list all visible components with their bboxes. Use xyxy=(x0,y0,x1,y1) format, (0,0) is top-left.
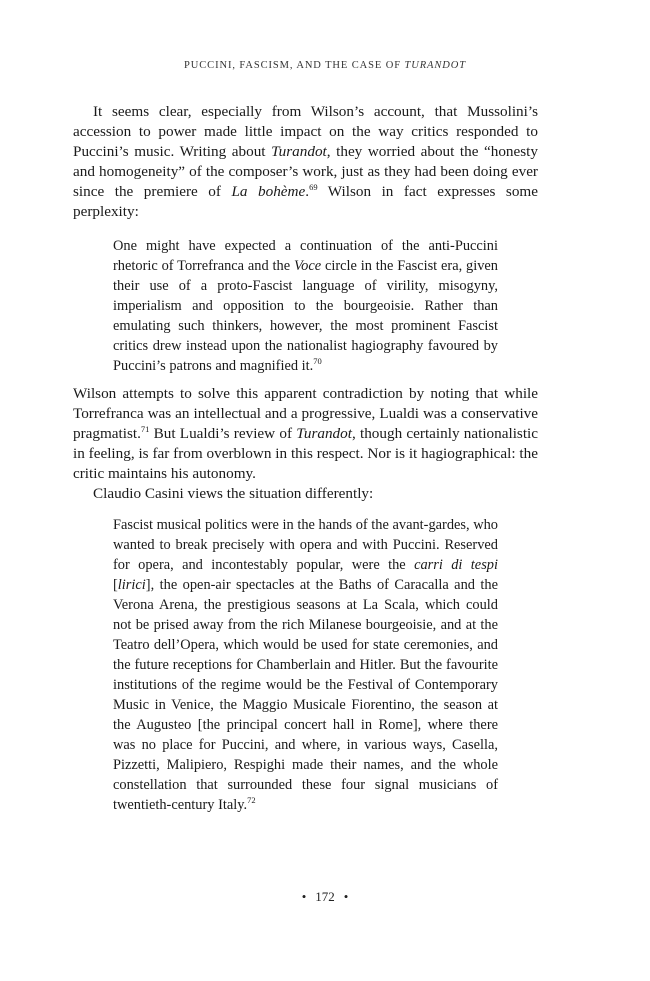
page-number: 172 xyxy=(315,889,335,904)
p1-text-a: It seems clear, especially from Wilson’s account, that Mussolini’s accession to power made little impact on the way critics responded to Puccini’s music. Writing about xyxy=(73,103,538,160)
p2-text-d: , though certainly nationalistic in feeling, is far from overblown in this respect. Nor is it hagiographical: the critic maintains his autonomy. xyxy=(73,425,538,482)
q2-term-carri: carri di tespi xyxy=(414,557,498,573)
p1-title-boheme: La bohème xyxy=(231,183,306,200)
page-footer xyxy=(0,889,650,905)
paragraph-1 xyxy=(73,102,538,222)
running-head-title: TURANDOT xyxy=(404,60,466,71)
folio-bullet-right: • xyxy=(343,889,349,904)
q2-term-lirici: lirici xyxy=(117,577,146,593)
q1-text-a: One might have expected a continuation of the anti-Puccini rhetoric of Torrefranca and the xyxy=(113,238,498,274)
p2-text-b: But Lualdi’s review of xyxy=(149,425,297,442)
p2-title-turandot: Turandot xyxy=(296,425,352,442)
q2-text-a: Fascist musical politics were in the hands of the avant-gardes, who wanted to break precisely with opera and with Puccini. Reserved for opera, and incontestably popular, were the xyxy=(113,517,498,573)
q2-text-e: ], the open-air spectacles at the Baths of Caracalla and the Verona Arena, the prestigious seasons at La Scala, which could not be prised away from the rich Milanese bourgeoisie, and at the Teatro dell’Opera, which would be used for state ceremonies, and the future receptions for Chamberlain and Hitler. But the favourite institutions of the regime would be the Festival of Contemporary Music in Venice, the Maggio Musicale Fiorentino, the season at the Augusteo [the principal concert hall in Rome], where there was no place for Puccini, and where, in various ways, Casella, Pizzetti, Malipiero, Respighi made their names, and the whole constellation that surrounded these four signal musicians of twentieth-century Italy. xyxy=(113,577,498,813)
paragraph-2 xyxy=(73,384,538,504)
block-quote-1 xyxy=(113,236,498,376)
q1-text-c: circle in the Fascist era, given their use of a proto-Fascist language of virility, misogyny, imperialism and opposition to the bourgeoisie. Rather than emulating such thinkers, however, the most prominent Fascist critics drew instead upon the nationalist hagiography favoured by Puccini’s patrons and magnified it. xyxy=(113,258,498,374)
p2-text-a: Wilson attempts to solve this apparent contradiction by noting that while Torrefranca was an intellectual and a progressive, Lualdi was a conservative pragmatist. xyxy=(73,385,538,442)
paragraph-3: Claudio Casini views the situation differently: xyxy=(93,485,374,502)
q1-title-voce: Voce xyxy=(293,258,322,274)
p1-text-f: Wilson in fact expresses some perplexity: xyxy=(73,183,538,220)
footnote-ref-72: 72 xyxy=(247,795,256,806)
p1-title-turandot: Turandot xyxy=(271,143,327,160)
running-head-text: PUCCINI, FASCISM, AND THE CASE OF xyxy=(184,60,405,71)
footnote-ref-71: 71 xyxy=(140,423,150,434)
p1-text-e: . xyxy=(305,183,310,200)
folio-bullet-left: • xyxy=(301,889,307,904)
p1-text-c: , they worried about the “honesty and homogeneity” of the composer’s work, just as they had been doing ever since the premiere of xyxy=(73,143,538,200)
running-head xyxy=(0,60,650,71)
footnote-ref-69: 69 xyxy=(309,181,318,192)
footnote-ref-70: 70 xyxy=(313,356,322,367)
block-quote-2 xyxy=(113,515,498,815)
q2-text-c: [ xyxy=(113,577,118,593)
